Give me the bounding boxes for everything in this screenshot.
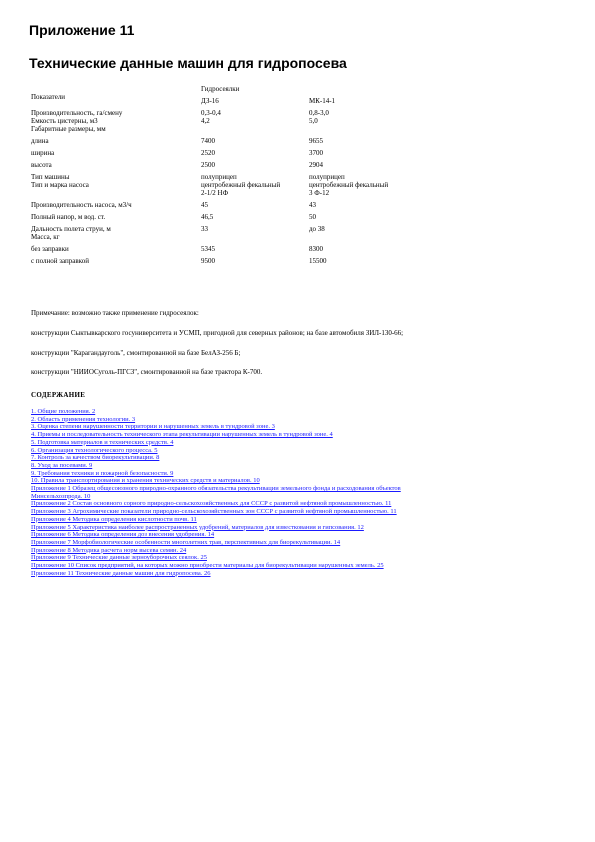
toc-item [31,485,551,493]
table-row [31,241,431,253]
toc-link[interactable]: 7. Контроль за качеством биорекультивации. 8 [31,454,160,462]
cell-label: высота [31,161,52,169]
toc-heading: СОДЕРЖАНИЕ [31,391,86,399]
toc-item [31,477,551,485]
cell-machine-2: 5,0 [309,117,318,125]
toc-item [31,554,551,562]
cell-label: Производительность, га/смену [31,109,123,117]
cell-label: Тип машины [31,173,70,181]
cell-machine-1 [201,233,309,241]
cell-label: длина [31,137,49,145]
toc-link[interactable]: 1. Общие положения. 2 [31,408,96,415]
cell-machine-2: 0,8-3,0 [309,109,329,117]
cell-label: без заправки [31,245,69,253]
cell-machine-2 [309,125,431,133]
cell-machine-1: 46,5 [201,213,214,221]
header-group-label: Гидросеялки [201,85,240,93]
header-machine-2-label: МК-14-1 [309,97,336,105]
toc-link[interactable]: Приложение 6 Методика определения доз внесения удобрения. 14 [31,531,215,539]
cell-machine-2: центробежный фекальный [309,181,389,189]
cell-machine-1: 4,2 [201,117,210,125]
cell-machine-1: 2520 [201,149,215,157]
table-row [31,233,431,241]
cell-machine-2: 2904 [309,161,323,169]
cell-machine-1: 33 [201,225,208,233]
toc-link[interactable]: Приложение 9 Технические данные зерноуборочных сеялок. 25 [31,554,207,562]
header-machine-1 [201,85,309,105]
toc-list [31,408,551,577]
header-machine-2 [309,85,431,105]
toc-item [31,500,551,508]
cell-machine-2: 15500 [309,257,327,265]
cell-machine-1: 9500 [201,257,215,265]
table-row [31,197,431,209]
table-row [31,221,431,233]
cell-machine-2: полуприцеп [309,173,345,181]
cell-label: Масса, кг [31,233,60,241]
toc-item [31,516,551,524]
cell-machine-1: 5345 [201,245,215,253]
cell-machine-2: 43 [309,201,316,209]
cell-machine-1: центробежный фекальный [201,181,281,189]
cell-machine-2: до 38 [309,225,325,233]
cell-machine-2: 9655 [309,137,323,145]
table-row [31,157,431,169]
cell-machine-2: 8300 [309,245,323,253]
table-header-row [31,85,431,105]
toc-link[interactable]: 10. Правила транспортирования и хранения технических средств и материалов. 10 [31,477,260,485]
toc-link[interactable]: Приложение 11 Технические данные машин для гидропосева. 26 [31,569,211,577]
table-row [31,105,431,117]
table-row [31,181,431,189]
table-row [31,133,431,145]
spec-table [31,85,431,265]
header-machine-1-label: ДЗ-16 [201,97,219,105]
toc-item [31,416,551,424]
toc-link[interactable]: Приложение 1 Образец общесоюзного природно-охранного обязательства рекультивации земельного фонда и расходования объектов [31,485,401,493]
cell-label: Тип и марка насоса [31,181,89,189]
toc-link[interactable]: Приложение 8 Методика расчета норм высева семян. 24 [31,546,187,554]
cell-label: Производительность насоса, м3/ч [31,201,132,209]
toc-link[interactable]: Приложение 4 Методика определения кислотности почв. 11 [31,515,197,523]
cell-label: с полной заправкой [31,257,89,265]
toc-link[interactable]: 9. Требования техники и пожарной безопасности. 9 [31,469,174,477]
cell-machine-2: 3700 [309,149,323,157]
toc-item [31,470,551,478]
toc-item [31,493,551,501]
cell-machine-1 [201,125,309,133]
table-row [31,169,431,181]
cell-label: Полный напор, м вод. ст. [31,213,106,221]
cell-label [31,189,201,197]
note-item-3: конструкции "НИИОСуголь-ПГСЗ", смонтированной на базе трактора К-700. [31,368,263,376]
cell-label: Габаритные размеры, мм [31,125,106,133]
appendix-heading: Приложение 11 [29,22,135,38]
toc-link[interactable]: Приложение 3 Агрохимические показатели природно-сельскохозяйственных зон СССР с развитой нефтяной промышленностью. 11 [31,508,397,516]
toc-link[interactable]: Приложение 5 Характеристика наиболее распространенных удобрений, материалов для известкования и гипсования. 12 [31,523,364,531]
table-row [31,145,431,157]
toc-item [31,431,551,439]
toc-link[interactable]: 2. Область применения технологии. 3 [31,415,136,423]
cell-machine-1: полуприцеп [201,173,237,181]
cell-machine-1: 2-1/2 НФ [201,189,229,197]
cell-machine-1: 7400 [201,137,215,145]
toc-item [31,562,551,570]
cell-label: Дальность полета струи, м [31,225,111,233]
toc-link[interactable]: 6. Организация технологического процесса. 5 [31,446,158,454]
table-row [31,125,431,133]
toc-item [31,531,551,539]
cell-machine-1: 0,3-0,4 [201,109,221,117]
note-item-2: конструкции "Карагандауголь", смонтированной на базе БелАЗ-256 Б; [31,349,241,357]
table-row [31,209,431,221]
toc-item [31,439,551,447]
header-indicators-label: Показатели [31,93,66,101]
toc-link[interactable]: 4. Приемы и последовательность технического этапа рекультивации нарушенных земель в тундровой зоне. 4 [31,431,333,439]
toc-item [31,524,551,532]
toc-item [31,547,551,555]
toc-link[interactable]: 8. Уход за посевами. 9 [31,461,93,469]
table-row [31,253,431,265]
cell-label: Емкость цистерны, м3 [31,117,98,125]
cell-machine-1: 45 [201,201,208,209]
table-row [31,117,431,125]
toc-link[interactable]: 3. Оценка степени нарушенности территории и нарушенных земель в тундровой зоне. 3 [31,423,275,431]
note-intro: Примечание: возможно также применение гидросеялок: [31,309,199,317]
toc-link[interactable]: 5. Подготовка материалов и технических средств. 4 [31,438,174,446]
toc-link[interactable]: Приложение 7 Морфобиологические особенности многолетних трав, перспективных для биорекультивации. 14 [31,538,341,546]
toc-item [31,454,551,462]
cell-machine-1: 2500 [201,161,215,169]
cell-machine-2: 3 Ф-12 [309,189,330,197]
cell-label: ширина [31,149,55,157]
toc-item [31,539,551,547]
page-title: Технические данные машин для гидропосева [29,55,347,71]
toc-item [31,462,551,470]
toc-item [31,447,551,455]
toc-item [31,570,551,578]
toc-item [31,508,551,516]
toc-link[interactable]: Приложение 2 Состав основного сорного природно-сельскохозяйственных для СССР с развитой нефтяной промышленностью. 11 [31,500,392,508]
toc-item [31,423,551,431]
cell-machine-2: 50 [309,213,316,221]
cell-machine-2 [309,233,431,241]
toc-link[interactable]: Приложение 10 Список предприятий, на которых можно приобрести материалы для биорекультивации нарушенных земель. 25 [31,562,384,570]
table-row [31,189,431,197]
toc-link[interactable]: Минсельхозпрода. 10 [31,492,91,500]
toc-item [31,408,551,416]
header-indicators [31,85,201,105]
note-item-1: конструкции Сыктывкарского госуниверситета и УСМП, пригодной для северных районов; на базе автомобиля ЗИЛ-130-66; [31,329,404,337]
